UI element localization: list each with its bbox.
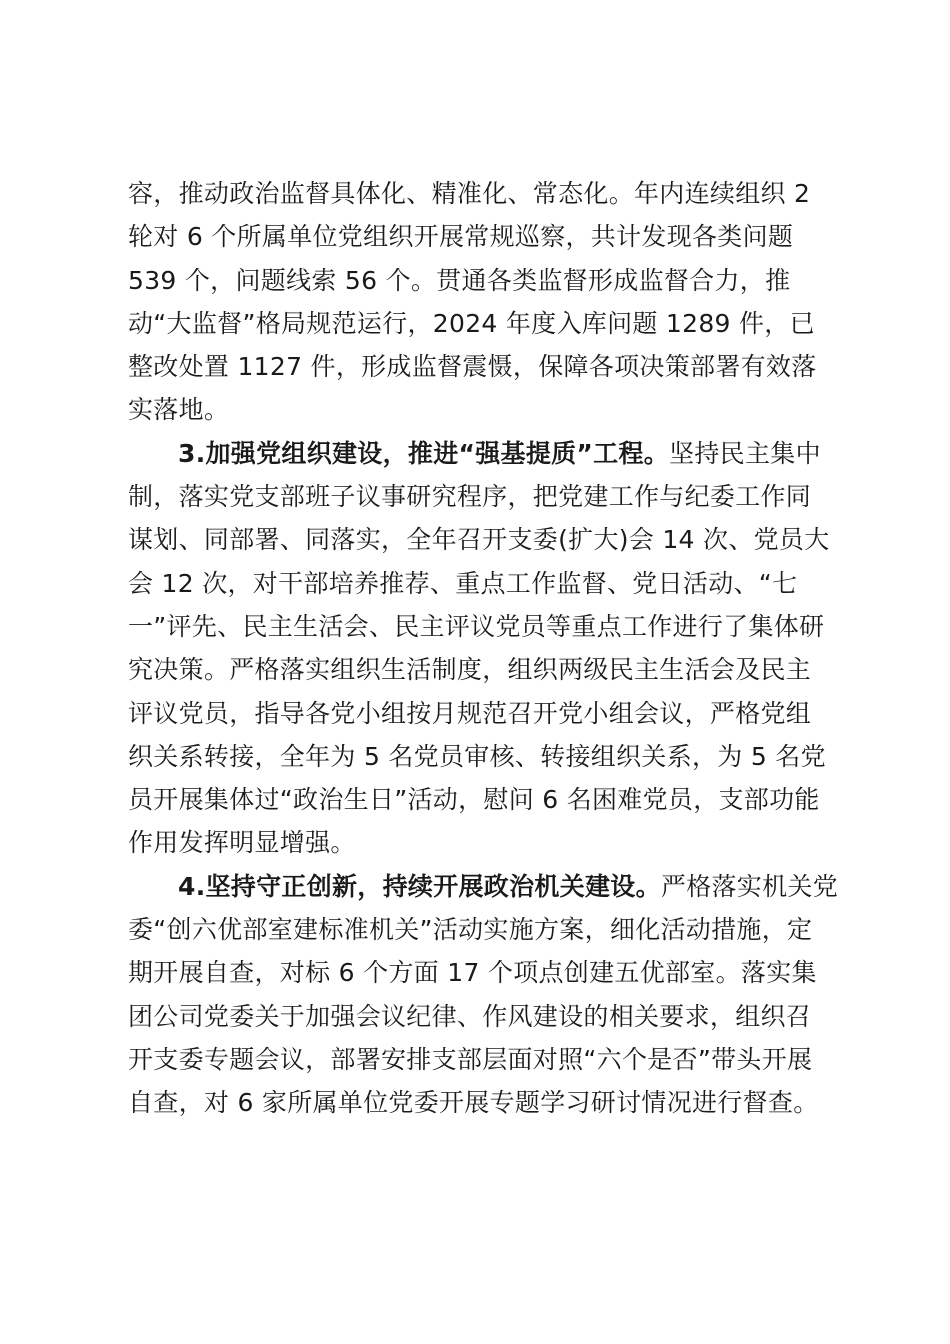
text-line: 作用发挥明显增强。	[128, 828, 356, 858]
text-line: 委“创六优部室建标准机关”活动实施方案，细化活动措施，定	[128, 915, 813, 945]
text-line: 员开展集体过“政治生日”活动，慰问 6 名困难党员，支部功能	[128, 785, 820, 815]
text-line: 评议党员，指导各党小组按月规范召开党小组会议，严格党组	[128, 698, 812, 728]
text-run: 严格落实机关党	[660, 871, 839, 901]
section-heading-4: 4.坚持守正创新，持续开展政治机关建设。	[178, 871, 661, 901]
text-line: 团公司党委关于加强会议纪律、作风建设的相关要求，组织召	[128, 1001, 812, 1031]
text-line: 谋划、同部署、同落实，全年召开支委(扩大)会 14 次、党员大	[128, 525, 830, 555]
text-line: 轮对 6 个所属单位党组织开展常规巡察，共计发现各类问题	[128, 222, 794, 252]
text-line: 期开展自查，对标 6 个方面 17 个项点创建五优部室。落实集	[128, 958, 817, 988]
text-line-first	[128, 865, 839, 908]
paragraph-party-organization	[128, 432, 828, 865]
text-line: 开支委专题会议，部署安排支部层面对照“六个是否”带头开展	[128, 1044, 813, 1074]
section-heading-3: 3.加强党组织建设，推进“强基提质”工程。	[178, 438, 670, 468]
text-line: 自查，对 6 家所属单位党委开展专题学习研讨情况进行督查。	[128, 1088, 819, 1118]
document-body	[128, 172, 839, 1125]
text-line: 织关系转接，全年为 5 名党员审核、转接组织关系，为 5 名党	[128, 741, 826, 771]
text-line: 制，落实党支部班子议事研究程序，把党建工作与纪委工作同	[128, 482, 812, 512]
text-line: 动“大监督”格局规范运行，2024 年度入库问题 1289 件，已	[128, 308, 815, 338]
text-line-first	[128, 432, 828, 475]
text-line: 一”评先、民主生活会、民主评议党员等重点工作进行了集体研	[128, 611, 825, 641]
text-line: 539 个，问题线索 56 个。贯通各类监督形成监督合力，推	[128, 265, 791, 295]
text-line: 容，推动政治监督具体化、精准化、常态化。年内连续组织 2	[128, 179, 811, 208]
text-line: 实落地。	[128, 395, 230, 425]
text-run: 坚持民主集中	[669, 438, 821, 468]
text-line: 整改处置 1127 件，形成监督震慑，保障各项决策部署有效落	[128, 352, 817, 382]
text-line: 会 12 次，对干部培养推荐、重点工作监督、党日活动、“七	[128, 568, 798, 598]
text-line: 究决策。严格落实组织生活制度，组织两级民主生活会及民主	[128, 655, 812, 685]
paragraph-supervision	[128, 172, 828, 432]
paragraph-political-organ	[128, 865, 839, 1125]
